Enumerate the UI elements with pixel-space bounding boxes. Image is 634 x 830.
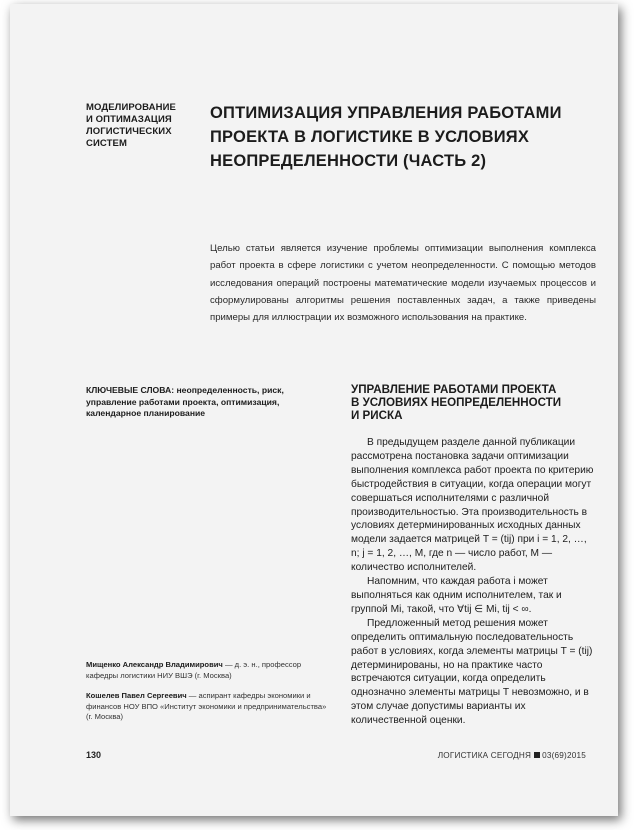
journal-page [10,4,618,816]
authors-block [86,660,331,733]
body-paragraph: В предыдущем разделе данной публикации рассмотрена постановка задачи оптимизации выполнения комплекса работ проекта по критерию быстродействия в ситуации, когда операции могут совершаться исполнителями с различной производительностью. Эта производительность в условиях детерминированных исходных данных модели задается матрицей T = (tij) при i = 1, 2, …, n; j = 1, 2, …, M, где n — число работ, M — количество исполнителей. [351,437,594,574]
author-entry [86,660,331,681]
author-entry [86,691,331,723]
author-name: Кошелев Павел Сергеевич [86,691,187,700]
article-abstract: Целью статьи является изучение проблемы оптимизации выполнения комплекса работ проекта в сфере логистики с учетом неопределенности. С помощью методов исследования операций построены математические модели изучаемых процессов и сформулированы алгоритмы решения поставленных задач, а также приведены примеры для иллюстрации их возможного использования на практике. [210,243,596,324]
rubric-label: МОДЕЛИРОВАНИЕ И ОПТИМАЗАЦИЯ ЛОГИСТИЧЕСКИХ СИСТЕМ [86,102,176,149]
journal-issue: 03(69)2015 [542,751,586,760]
article-title: ОПТИМИЗАЦИЯ УПРАВЛЕНИЯ РАБОТАМИ ПРОЕКТА В ЛОГИСТИКЕ В УСЛОВИЯХ НЕОПРЕДЕЛЕННОСТИ (ЧАСТЬ 2) [210,104,562,170]
article-body [351,436,596,728]
square-separator-icon [534,752,540,758]
author-info: — аспирант кафедры экономики и финансов НОУ ВПО «Институт экономики и предпринимательства» (г. Москва) [86,691,327,721]
journal-footer [438,751,586,760]
journal-name: ЛОГИСТИКА СЕГОДНЯ [437,751,532,760]
body-paragraph: Напомним, что каждая работа i может выполняться как одним исполнителем, так и группой Mi, такой, что ∀tij ∈ Mi, tij < ∞. [351,576,562,615]
keywords: КЛЮЧЕВЫЕ СЛОВА: неопределенность, риск, управление работами проекта, оптимизация, календарное планирование [86,385,284,418]
body-paragraph: Предложенный метод решения может определить оптимальную последовательность работ в условиях, когда элементы матрицы T = (tij) детерминированы, но на практике часто встречаются ситуации, когда определить однозначно элементы матрицы T невозможно, и в этом случае допустимы варианты их количественной оценки. [351,617,593,727]
section-heading: УПРАВЛЕНИЕ РАБОТАМИ ПРОЕКТА В УСЛОВИЯХ НЕОПРЕДЕЛЕННОСТИ И РИСКА [351,383,562,422]
author-info: — д. э. н., профессор кафедры логистики НИУ ВШЭ (г. Москва) [86,660,302,680]
page-number: 130 [86,750,102,760]
author-name: Мищенко Александр Владимирович [86,660,223,669]
